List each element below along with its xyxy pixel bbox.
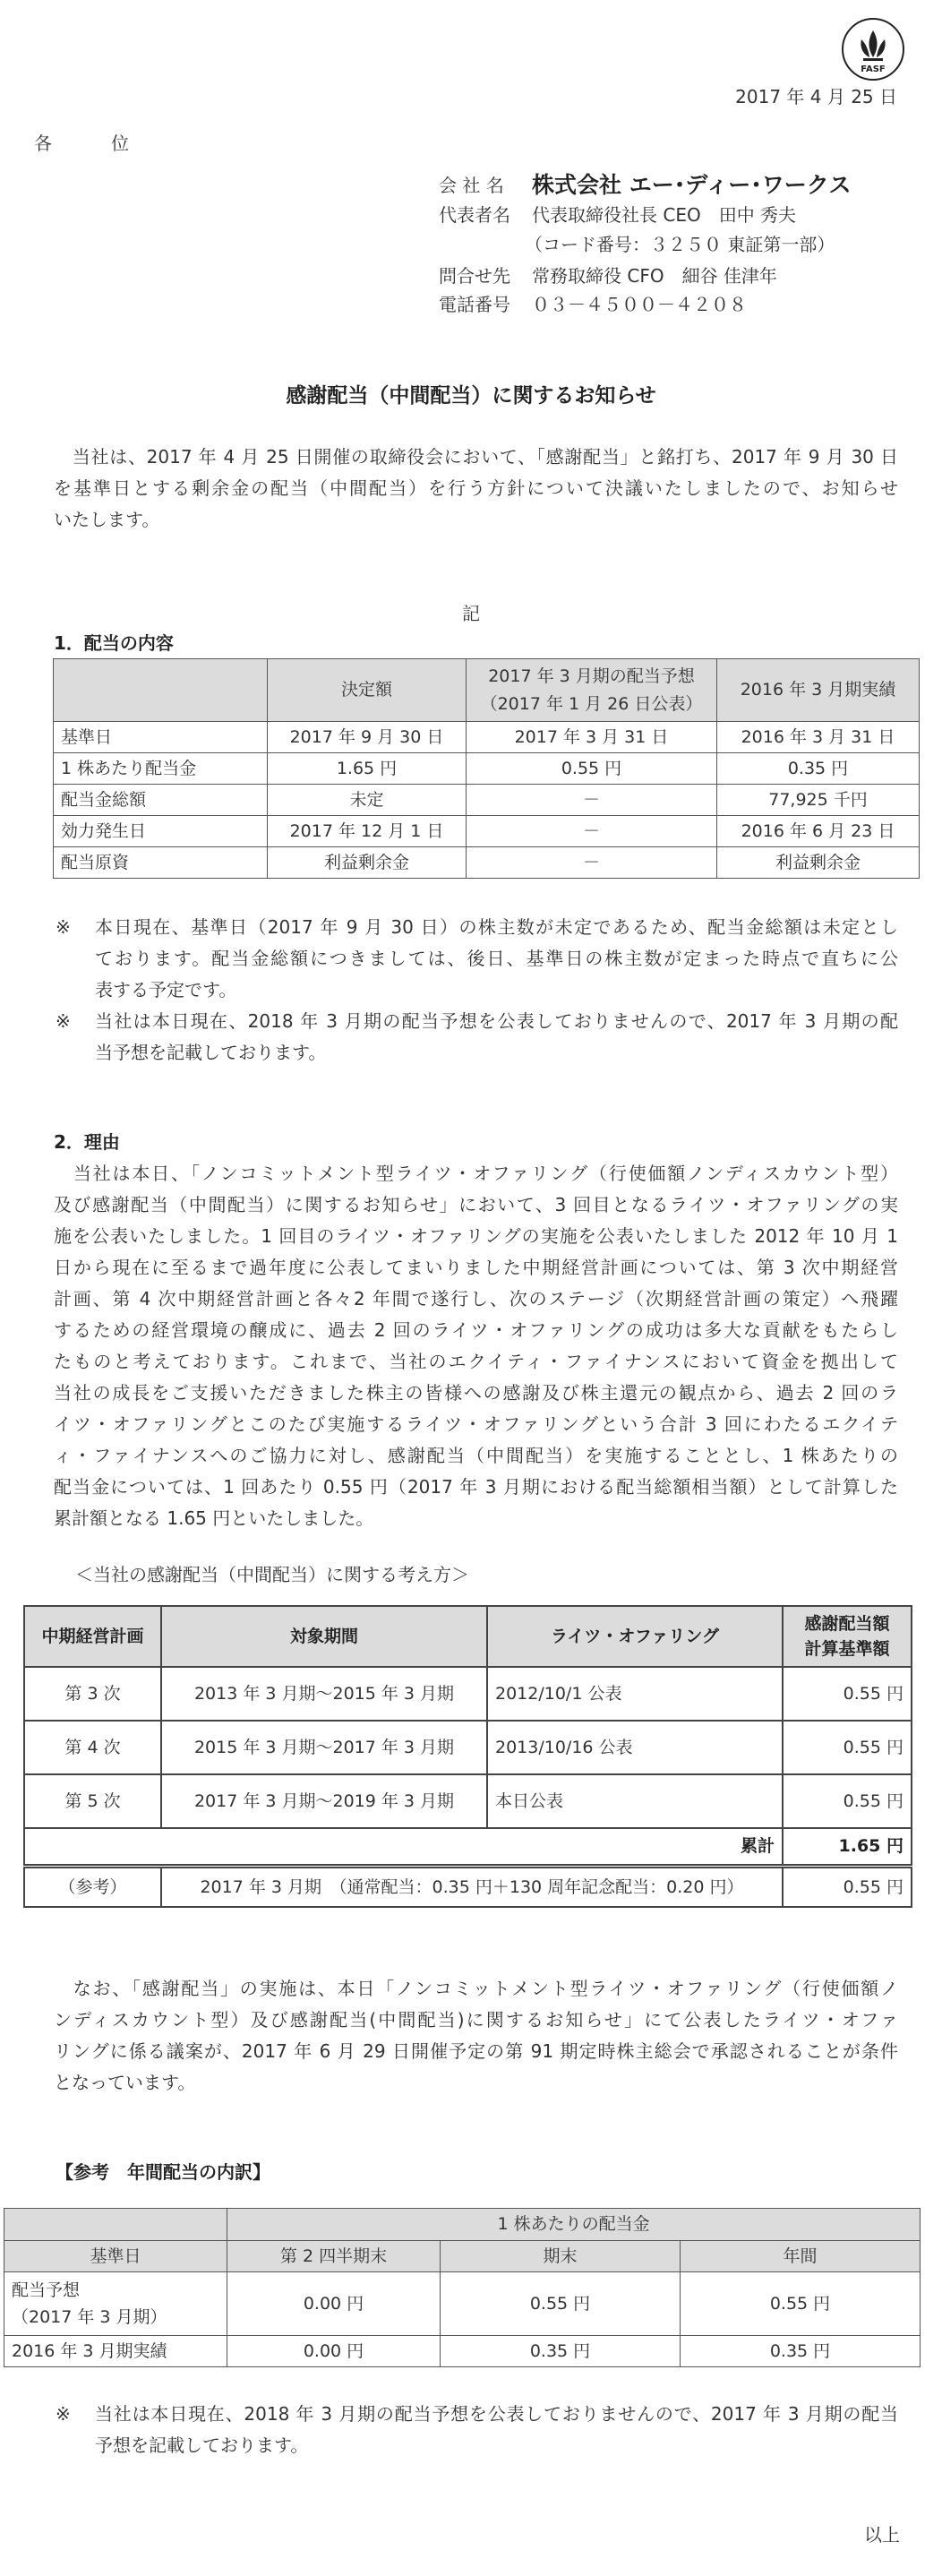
cell: 0.55 円 (467, 753, 717, 785)
table-caption: ＜当社の感謝配当（中間配当）に関する考え方＞ (75, 1564, 469, 1585)
dividend-table (53, 658, 920, 879)
reference-heading: 【参考 年間配当の内訳】 (56, 2161, 270, 2183)
text-line: するための経営環境の醸成に、過去 2 回のライツ・オファリングの成功は多大な貢献をもたらし (54, 1319, 898, 1341)
closing-mark: 以上 (864, 2524, 900, 2546)
cell: 0.55 円 (783, 1667, 912, 1721)
note-line: 予想を記載しております。 (95, 2434, 309, 2456)
note-mark: ※ (56, 2403, 71, 2425)
header-cell: 中期経営計画 (24, 1606, 161, 1667)
cell: － (467, 847, 717, 879)
cell: 2013 年 3 月期～2015 年 3 月期 (161, 1667, 487, 1721)
table-row (24, 1774, 912, 1828)
table-row (24, 1667, 912, 1721)
text-line: いたします。 (54, 509, 160, 530)
header-cell (467, 659, 717, 722)
text-line: 当社は本日、「ノンコミットメント型ライツ・オファリング（行使価額ノンディスカウント型） (54, 1163, 898, 1184)
text-line: 当社は、2017 年 4 月 25 日開催の取締役会において、「感謝配当」と銘打ち、2017 年 9 月 30 日 (54, 446, 898, 468)
row-label-main: 配当予想 (12, 2280, 81, 2300)
header-line: 計算基準額 (804, 1639, 890, 1659)
note-line: 表する予定です。 (95, 979, 237, 1000)
text-line: ィ・ファイナンスへのご協力に対し、感謝配当（中間配当）を実施することとし、1 株あたりの (54, 1445, 898, 1466)
table-header-row (54, 659, 920, 722)
header-line: 感謝配当額 (804, 1613, 890, 1634)
company-name-label: 会 社 名 (439, 175, 504, 196)
note-mark: ※ (56, 1010, 71, 1032)
text-line: ンディスカウント型）及び感謝配当(中間配当)に関するお知らせ」にて公表したライツ・オファ (54, 2009, 898, 2031)
cell: 0.35 円 (717, 753, 920, 785)
reference-label: （参考） (24, 1866, 161, 1907)
page-title: 感謝配当（中間配当）に関するお知らせ (286, 384, 656, 408)
section1-heading: 1．配当の内容 (54, 632, 174, 654)
note-line: 当社は本日現在、2018 年 3 月期の配当予想を公表しておりませんので、2017 年 3 月期の配当 (95, 2403, 898, 2425)
cell: 0.55 円 (441, 2272, 681, 2336)
text-line: 累計額となる 1.65 円といたしました。 (54, 1507, 374, 1529)
cell: － (467, 785, 717, 816)
cell: 未定 (268, 785, 467, 816)
text-line: たものと考えております。これまで、当社のエクイティ・ファイナンスにおいて資金を拠出して (54, 1351, 898, 1372)
text-line: を基準日とする剰余金の配当（中間配当）を行う方針について決議いたしましたので、お知らせ (54, 477, 898, 499)
row-label (4, 2272, 227, 2336)
svg-text:FASF: FASF (861, 64, 886, 74)
text-line: 配当金については、1 回あたり 0.55 円（2017 年 3 月期における配当総額相当額）として計算した (54, 1476, 898, 1498)
reference-row (24, 1866, 912, 1907)
group-header: 1 株あたりの配当金 (227, 2209, 921, 2241)
representative: 代表取締役社長 CEO 田中 秀夫 (532, 204, 797, 226)
table-header-row (24, 1606, 912, 1667)
table-row (4, 2336, 921, 2367)
table-row (24, 1721, 912, 1774)
note-mark: ※ (56, 916, 71, 938)
text-line: リングに係る議案が、2017 年 6 月 29 日開催予定の第 91 期定時株主総会で承認されることが条件 (54, 2040, 898, 2062)
total-value: 1.65 円 (783, 1828, 912, 1866)
cell: 本日公表 (487, 1774, 783, 1828)
cell: 0.00 円 (227, 2272, 441, 2336)
annual-dividend-table (4, 2208, 921, 2367)
cell: － (467, 816, 717, 847)
note-line: 本日現在、基準日（2017 年 9 月 30 日）の株主数が未定であるため、配当金総額は未定とし (95, 916, 898, 938)
header-cell: 2016 年 3 月期実績 (717, 659, 920, 722)
header-cell-main: 2017 年 3 月期の配当予想 (488, 666, 695, 687)
text-line: 施を公表いたしました。1 回目のライツ・オファリングの実施を公表いたしました 2012 年 10 月 1 (54, 1225, 898, 1247)
row-label: 2016 年 3 月期実績 (4, 2336, 227, 2367)
header-cell (54, 659, 268, 722)
header-cell: 年間 (681, 2241, 921, 2272)
cell: 利益剰余金 (717, 847, 920, 879)
note-line: 当社は本日現在、2018 年 3 月期の配当予想を公表しておりませんので、2017 年 3 月期の配 (95, 1010, 898, 1032)
phone-number: ０３－４５００－４２０８ (532, 294, 747, 315)
reference-text: 2017 年 3 月期 （通常配当：0.35 円＋130 周年記念配当：0.20 円） (161, 1866, 783, 1907)
row-label-sub: （2017 年 3 月期） (12, 2307, 167, 2327)
note-line: 当予想を記載しております。 (95, 1042, 327, 1063)
addressee-2: 位 (111, 133, 129, 154)
row-label: 1 株あたり配当金 (54, 753, 268, 785)
header-cell: 基準日 (4, 2241, 227, 2272)
table-row (54, 753, 920, 785)
text-line: 計画、第 4 次中期経営計画と各々2 年間で遂行し、次のステージ（次期経営計画の策定）へ飛躍 (54, 1288, 898, 1309)
cell: 利益剰余金 (268, 847, 467, 879)
cell: 2016 年 3 月 31 日 (717, 722, 920, 753)
group-header-row (4, 2209, 921, 2241)
table-row (54, 816, 920, 847)
header-cell-sub: （2017 年 1 月 26 日公表） (480, 693, 703, 714)
addressee-1: 各 (34, 133, 52, 154)
thanks-dividend-table (23, 1605, 912, 1908)
header-cell: ライツ・オファリング (487, 1606, 783, 1667)
note-line: ております。配当金総額につきましては、後日、基準日の株主数が定まった時点で直ちに公 (95, 948, 898, 969)
table-header-row (4, 2241, 921, 2272)
reference-value: 0.55 円 (783, 1866, 912, 1907)
text-line: 当社の成長をご支援いただきました株主の皆様への感謝及び株主還元の観点から、過去 2 回のラ (54, 1382, 898, 1404)
header-cell: 第 2 四半期末 (227, 2241, 441, 2272)
leaf-icon (844, 20, 903, 79)
company-name: 株式会社 エー･ディー･ワークス (532, 172, 852, 198)
cell: 0.35 円 (441, 2336, 681, 2367)
ki-label: 記 (462, 603, 480, 624)
section2-heading: 2．理由 (54, 1131, 120, 1153)
text-line: となっています。 (54, 2072, 196, 2093)
cell: 2012/10/1 公表 (487, 1667, 783, 1721)
header-cell (783, 1606, 912, 1667)
cell: 2017 年 12 月 1 日 (268, 816, 467, 847)
stock-code: （コード番号：３２５０ 東証第一部） (525, 234, 835, 255)
cell: 0.00 円 (227, 2336, 441, 2367)
cell: 77,925 千円 (717, 785, 920, 816)
text-line: イツ・オファリングとこのたび実施するライツ・オファリングという合計 3 回にわたるエクイテ (54, 1413, 898, 1435)
header-cell: 決定額 (268, 659, 467, 722)
cell: 2017 年 9 月 30 日 (268, 722, 467, 753)
phone-label: 電話番号 (439, 294, 510, 315)
cell: 2017 年 3 月期～2019 年 3 月期 (161, 1774, 487, 1828)
text-line: 日から現在に至るまで過年度に公表してまいりました中期経営計画については、第 3 次中期経営 (54, 1257, 898, 1278)
row-label: 基準日 (54, 722, 268, 753)
row-label: 配当金総額 (54, 785, 268, 816)
cell: 0.55 円 (681, 2272, 921, 2336)
cell: 0.35 円 (681, 2336, 921, 2367)
total-row (24, 1828, 912, 1866)
cell: 2016 年 6 月 23 日 (717, 816, 920, 847)
cell: 0.55 円 (783, 1721, 912, 1774)
empty-cell (4, 2209, 227, 2241)
table-row (4, 2272, 921, 2336)
header-cell: 対象期間 (161, 1606, 487, 1667)
contact-label: 問合せ先 (439, 265, 510, 287)
cell: 2013/10/16 公表 (487, 1721, 783, 1774)
contact: 常務取締役 CFO 細谷 佳津年 (532, 265, 777, 287)
total-label: 累計 (24, 1828, 783, 1866)
table-row (54, 785, 920, 816)
table-row (54, 847, 920, 879)
text-line: 及び感謝配当（中間配当）に関するお知らせ」において、3 回目となるライツ・オファリングの実 (54, 1194, 898, 1215)
cell: 第 3 次 (24, 1667, 161, 1721)
cell: 第 5 次 (24, 1774, 161, 1828)
cell: 2017 年 3 月 31 日 (467, 722, 717, 753)
text-line: なお、「感謝配当」の実施は、本日「ノンコミットメント型ライツ・オファリング（行使価額ノ (54, 1978, 898, 1999)
table-row (54, 722, 920, 753)
row-label: 配当原資 (54, 847, 268, 879)
cell: 0.55 円 (783, 1774, 912, 1828)
header-cell: 期末 (441, 2241, 681, 2272)
document-date: 2017 年 4 月 25 日 (735, 86, 897, 107)
cell: 2015 年 3 月期～2017 年 3 月期 (161, 1721, 487, 1774)
cell: 1.65 円 (268, 753, 467, 785)
cell: 第 4 次 (24, 1721, 161, 1774)
fasf-logo (842, 18, 904, 81)
representative-label: 代表者名 (439, 204, 510, 226)
row-label: 効力発生日 (54, 816, 268, 847)
